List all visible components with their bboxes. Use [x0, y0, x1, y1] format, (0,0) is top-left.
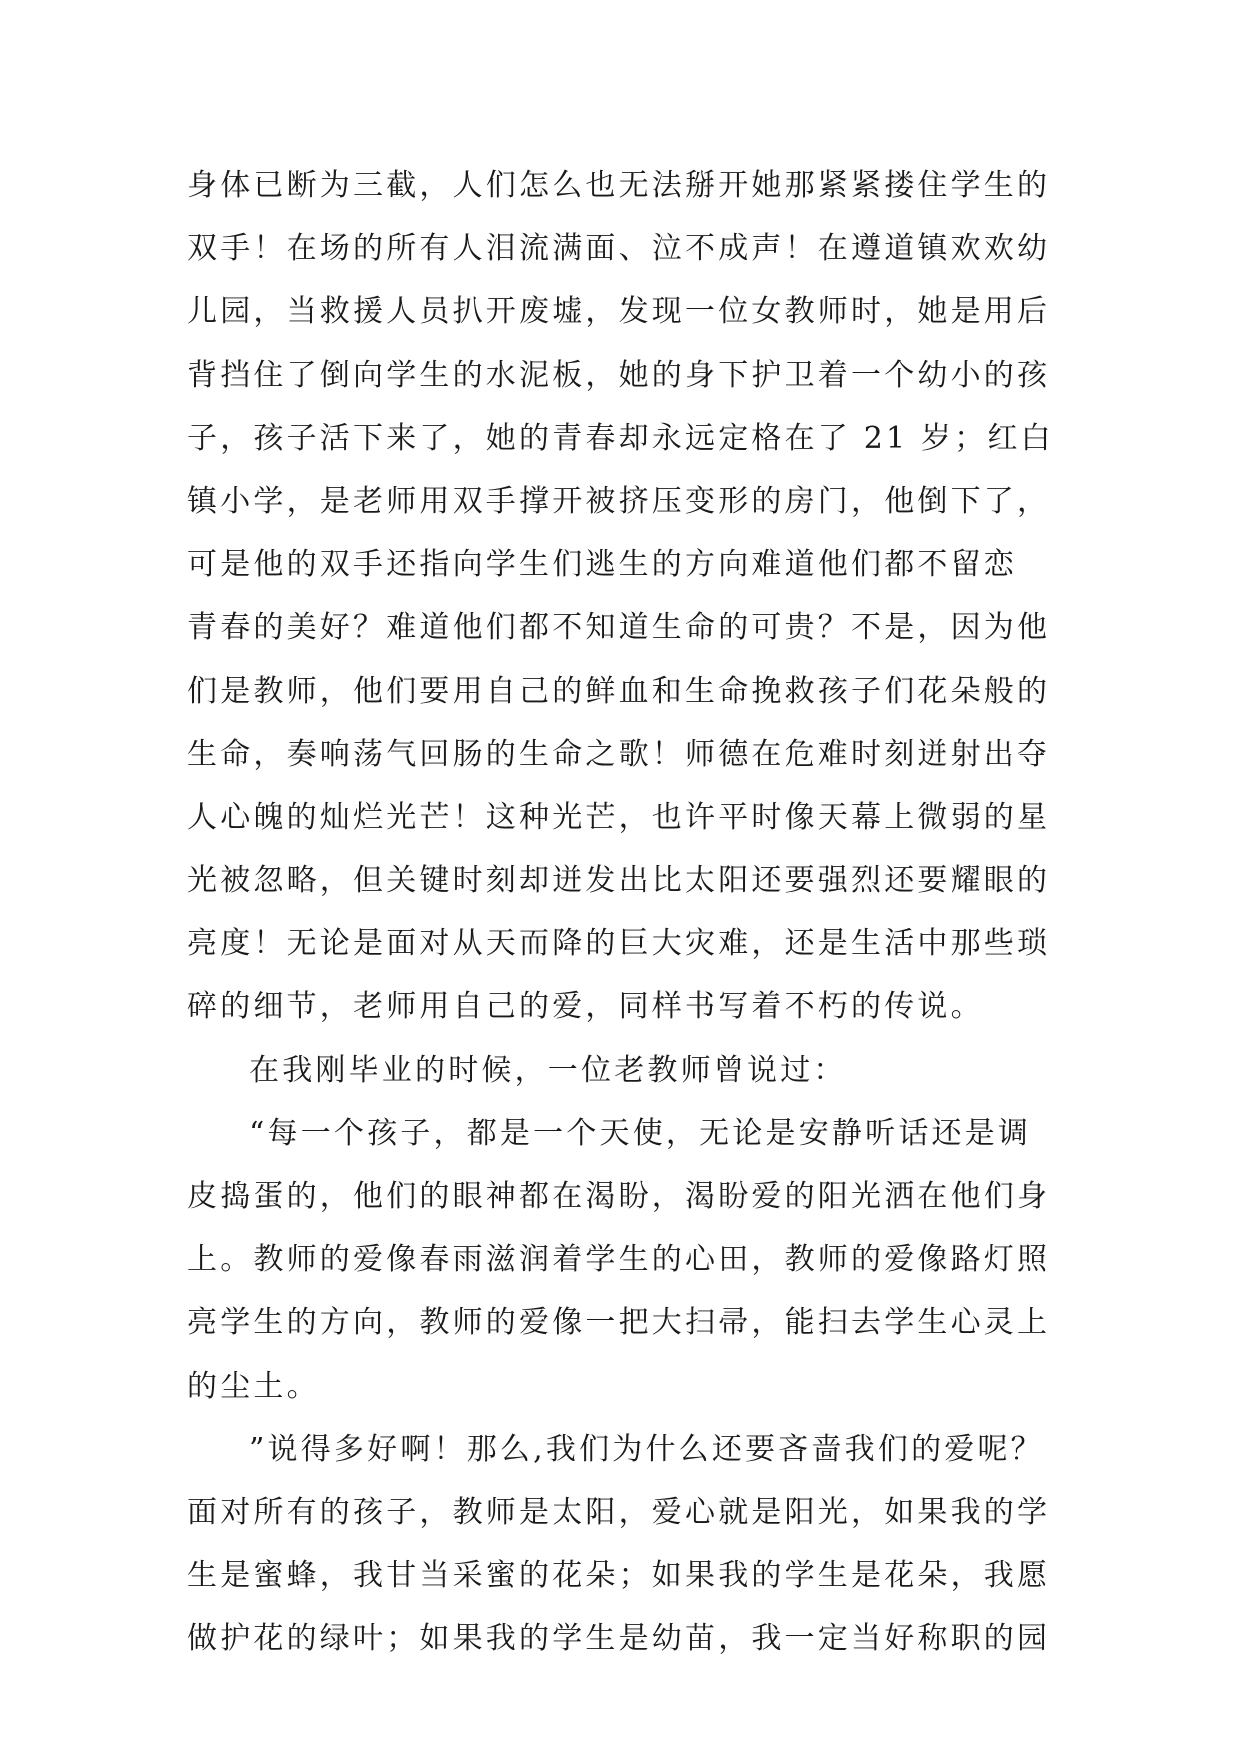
text-line: 镇小学，是老师用双手撑开被挤压变形的房门，他倒下了，	[187, 483, 1051, 519]
text-line: 背挡住了倒向学生的水泥板，她的身下护卫着一个幼小的孩	[187, 357, 1051, 393]
text-line: ”说得多好啊！那么,我们为什么还要吝啬我们的爱呢？	[249, 1431, 1044, 1467]
text-line: 皮捣蛋的，他们的眼神都在渴盼，渴盼爱的阳光洒在他们身	[187, 1179, 1051, 1214]
text-line: 的尘土。	[187, 1368, 320, 1404]
text-line: 光被忽略，但关键时刻却迸发出比太阳还要强烈还要耀眼的	[187, 863, 1051, 899]
text-line: 做护花的绿叶；如果我的学生是幼苗，我一定当好称职的园	[187, 1621, 1051, 1657]
text-line: 亮学生的方向，教师的爱像一把大扫帚，能扫去学生心灵上	[187, 1305, 1051, 1341]
text-line: 身体已断为三截，人们怎么也无法掰开她那紧紧搂住学生的	[187, 168, 1051, 203]
text-line: 青春的美好？难道他们都不知道生命的可贵？不是，因为他	[187, 610, 1051, 646]
text-line: 上。教师的爱像春雨滋润着学生的心田，教师的爱像路灯照	[187, 1242, 1051, 1278]
text-line: 们是教师，他们要用自己的鲜血和生命挽救孩子们花朵般的	[187, 673, 1051, 709]
text-line: 儿园，当救援人员扒开废墟，发现一位女教师时，她是用后	[187, 294, 1051, 330]
body-text	[187, 154, 1057, 1671]
text-line: 亮度！无论是面对从天而降的巨大灾难，还是生活中那些琐	[187, 926, 1051, 962]
text-line: “每一个孩子，都是一个天使，无论是安静听话还是调	[249, 1115, 1032, 1151]
text-line: 子，孩子活下来了，她的青春却永远定格在了 21 岁；红白	[187, 420, 1054, 456]
text-line: 在我刚毕业的时候，一位老教师曾说过：	[249, 1052, 847, 1088]
text-line: 人心魄的灿烂光芒！这种光芒，也许平时像天幕上微弱的星	[187, 799, 1051, 835]
text-line: 双手！在场的所有人泪流满面、泣不成声！在遵道镇欢欢幼	[187, 231, 1051, 267]
text-line: 可是他的双手还指向学生们逃生的方向难道他们都不留恋	[187, 547, 1017, 583]
text-line: 碎的细节，老师用自己的爱，同样书写着不朽的传说。	[187, 989, 984, 1025]
text-line: 生是蜜蜂，我甘当采蜜的花朵；如果我的学生是花朵，我愿	[187, 1558, 1051, 1594]
text-line: 生命，奏响荡气回肠的生命之歌！师德在危难时刻迸射出夺	[187, 736, 1051, 772]
text-line: 面对所有的孩子，教师是太阳，爱心就是阳光，如果我的学	[187, 1494, 1051, 1530]
